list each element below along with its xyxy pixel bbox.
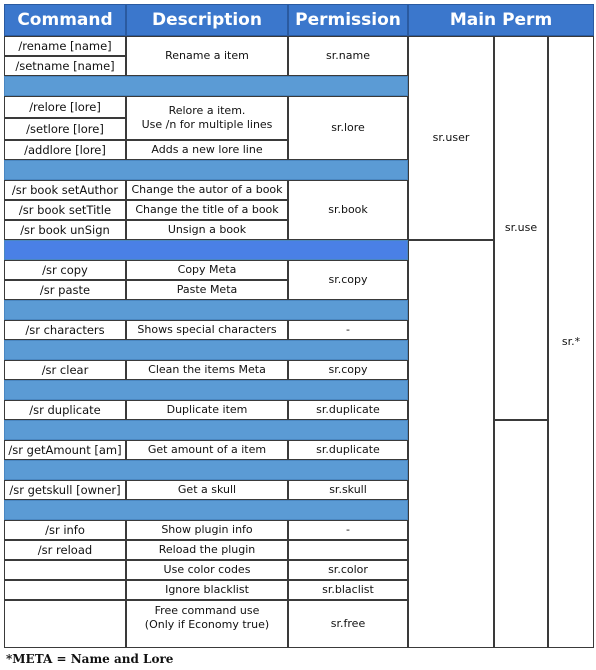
cmd-blacklist [4, 580, 126, 600]
perm-duplicate: sr.duplicate [288, 400, 408, 420]
desc-color: Use color codes [126, 560, 288, 580]
separator-row [4, 76, 408, 96]
main-perm-use: sr.use [494, 36, 548, 420]
desc-clear: Clean the items Meta [126, 360, 288, 380]
separator-row [4, 160, 408, 180]
desc-info: Show plugin info [126, 520, 288, 540]
desc-getamount: Get amount of a item [126, 440, 288, 460]
main-perm-user-cell: sr.user [408, 36, 494, 240]
cmd-copy: /sr copy [4, 260, 126, 280]
header-permission: Permission [288, 4, 408, 36]
perm-reload [288, 540, 408, 560]
desc-book-unsign: Unsign a book [126, 220, 288, 240]
desc-relore-line1: Relore a item. [168, 104, 246, 117]
cmd-free [4, 600, 126, 648]
cmd-book-unsign: /sr book unSign [4, 220, 126, 240]
perm-copy: sr.copy [288, 260, 408, 300]
perm-book: sr.book [288, 180, 408, 240]
cmd-clear: /sr clear [4, 360, 126, 380]
perm-color: sr.color [288, 560, 408, 580]
separator-row [4, 380, 408, 400]
main-perm-use-blank [494, 420, 548, 648]
cmd-getskull: /sr getskull [owner] [4, 480, 126, 500]
desc-getskull: Get a skull [126, 480, 288, 500]
cmd-book-settitle: /sr book setTitle [4, 200, 126, 220]
desc-free-line2: (Only if Economy true) [144, 618, 270, 631]
separator-row [4, 420, 408, 440]
perm-characters: - [288, 320, 408, 340]
main-perm-user-blank [408, 240, 494, 648]
desc-copy: Copy Meta [126, 260, 288, 280]
cmd-characters: /sr characters [4, 320, 126, 340]
perm-name: sr.name [288, 36, 408, 76]
desc-duplicate: Duplicate item [126, 400, 288, 420]
desc-reload: Reload the plugin [126, 540, 288, 560]
header-command: Command [4, 4, 126, 36]
desc-rename: Rename a item [126, 36, 288, 76]
desc-characters: Shows special characters [126, 320, 288, 340]
cmd-paste: /sr paste [4, 280, 126, 300]
desc-book-setauthor: Change the autor of a book [126, 180, 288, 200]
cmd-color [4, 560, 126, 580]
separator-row [4, 240, 408, 260]
cmd-book-setauthor: /sr book setAuthor [4, 180, 126, 200]
perm-lore: sr.lore [288, 96, 408, 160]
desc-relore-line2: Use /n for multiple lines [141, 118, 273, 131]
cmd-rename: /rename [name] [4, 36, 126, 56]
perm-getskull: sr.skull [288, 480, 408, 500]
desc-paste: Paste Meta [126, 280, 288, 300]
cmd-getamount: /sr getAmount [am] [4, 440, 126, 460]
footnote: *META = Name and Lore [6, 652, 174, 666]
perm-info: - [288, 520, 408, 540]
separator-row [4, 460, 408, 480]
desc-blacklist: Ignore blacklist [126, 580, 288, 600]
desc-free-line1: Free command use [154, 604, 260, 617]
perm-free: sr.free [288, 600, 408, 648]
perm-blacklist: sr.blaclist [288, 580, 408, 600]
header-main-perm: Main Perm [408, 4, 594, 36]
cmd-setlore: /setlore [lore] [4, 118, 126, 140]
desc-relore [126, 96, 288, 140]
separator-row [4, 300, 408, 320]
header-description: Description [126, 4, 288, 36]
separator-row [4, 340, 408, 360]
cmd-duplicate: /sr duplicate [4, 400, 126, 420]
main-perm-all: sr.* [548, 36, 594, 648]
perm-getamount: sr.duplicate [288, 440, 408, 460]
cmd-reload: /sr reload [4, 540, 126, 560]
desc-book-settitle: Change the title of a book [126, 200, 288, 220]
desc-free [126, 600, 288, 648]
cmd-relore: /relore [lore] [4, 96, 126, 118]
cmd-setname: /setname [name] [4, 56, 126, 76]
separator-row [4, 500, 408, 520]
cmd-addlore: /addlore [lore] [4, 140, 126, 160]
desc-addlore: Adds a new lore line [126, 140, 288, 160]
cmd-info: /sr info [4, 520, 126, 540]
perm-clear: sr.copy [288, 360, 408, 380]
